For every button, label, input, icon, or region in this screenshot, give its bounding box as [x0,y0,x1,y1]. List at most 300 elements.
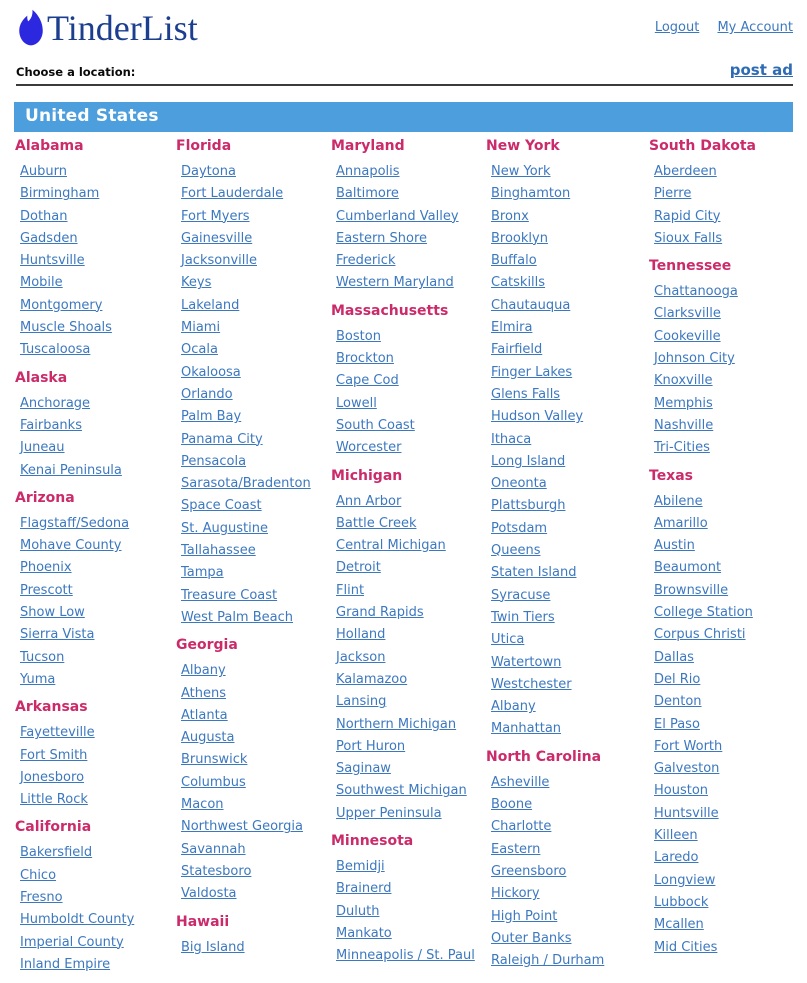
city-list [648,489,789,957]
city-link[interactable]: Amarillo [654,515,708,531]
city-link[interactable]: Lansing [336,694,387,710]
tinderlist-logo[interactable] [16,8,198,48]
city-row [654,204,789,226]
city-link[interactable]: Yuma [20,671,56,687]
city-list [330,489,485,823]
city-row [654,868,789,890]
city-link[interactable]: Macon [181,797,224,813]
city-row [336,667,485,689]
city-link[interactable]: Lakeland [181,297,240,313]
state-group [14,369,175,480]
city-link[interactable]: Nashville [654,417,714,433]
city-row [654,756,789,778]
city-link[interactable]: Augusta [181,730,235,746]
city-link[interactable]: Jonesboro [20,769,85,785]
state-heading: Alaska [15,369,68,386]
city-row [491,672,648,694]
city-link[interactable]: Bemidji [336,859,385,875]
state-heading: Arizona [15,489,75,506]
city-row [654,324,789,346]
city-link[interactable]: Glens Falls [491,386,561,402]
city-link[interactable]: Duluth [336,903,380,919]
city-row [336,756,485,778]
city-row [181,681,330,703]
city-link[interactable]: Finger Lakes [491,364,573,380]
city-link[interactable]: Show Low [20,605,85,621]
city-row [20,578,175,600]
city-link[interactable]: Cookeville [654,328,721,344]
city-link[interactable]: Kenai Peninsula [20,462,122,478]
city-row [654,912,789,934]
city-link[interactable]: Del Rio [654,671,701,687]
city-link[interactable]: Huntsville [654,805,719,821]
city-list [485,770,648,971]
city-link[interactable]: Fort Lauderdale [181,186,284,202]
state-heading: Maryland [331,138,405,154]
city-link[interactable]: Albany [181,663,226,679]
state-heading: Michigan [331,467,403,484]
city-row [336,391,485,413]
city-link[interactable]: Abilene [654,493,703,509]
city-link[interactable]: Savannah [181,841,246,857]
city-row [336,854,485,876]
city-row [20,226,175,248]
city-link[interactable]: Elmira [491,320,533,336]
city-link[interactable]: Ithaca [491,431,532,447]
choose-location-label: Choose a location: [16,65,136,79]
city-row [181,159,330,181]
city-link[interactable]: South Coast [336,417,415,433]
city-link[interactable]: Tri-Cities [654,440,710,456]
city-row [336,346,485,368]
city-link[interactable]: New York [491,164,551,179]
city-link[interactable]: Cumberland Valley [336,208,459,224]
city-row [20,622,175,644]
city-link[interactable]: Port Huron [336,738,406,754]
city-link[interactable]: Frederick [336,253,396,269]
city-link[interactable]: Tallahassee [181,543,256,559]
city-row [654,301,789,323]
city-link[interactable]: Auburn [20,164,67,179]
city-link[interactable]: Catskills [491,275,546,291]
city-row [491,181,648,203]
city-link[interactable]: El Paso [654,716,700,732]
city-row [181,538,330,560]
city-link[interactable]: Keys [181,275,212,291]
city-link[interactable]: Outer Banks [491,930,572,946]
state-heading: California [15,819,92,836]
city-link[interactable]: Mcallen [654,917,704,933]
city-link[interactable]: Long Island [491,453,566,469]
city-link[interactable]: Binghamton [491,186,571,202]
city-link[interactable]: Hickory [491,886,540,902]
state-group [14,818,175,974]
city-row [181,248,330,270]
state-group [330,832,485,965]
city-row [654,346,789,368]
city-link[interactable]: Fairfield [491,342,543,358]
state-group [330,302,485,458]
city-link[interactable]: Jacksonville [181,253,257,269]
city-link[interactable]: Fairbanks [20,417,82,433]
city-link[interactable]: Denton [654,694,702,710]
city-link[interactable]: Minneapolis / St. Paul [336,948,475,964]
city-row [654,645,789,667]
city-row [654,689,789,711]
logout-link[interactable]: Logout [654,20,700,35]
city-row [20,885,175,907]
city-row [181,703,330,725]
city-link[interactable]: Central Michigan [336,538,446,554]
city-row [654,600,789,622]
city-link[interactable]: Twin Tiers [491,609,555,625]
city-link[interactable]: Huntsville [20,253,85,269]
city-link[interactable]: Austin [654,538,695,554]
city-row [181,204,330,226]
city-row [181,658,330,680]
city-link[interactable]: Clarksville [654,306,721,322]
state-heading: Texas [649,467,693,484]
city-link[interactable]: College Station [654,605,753,621]
city-row [491,449,648,471]
city-row [336,801,485,823]
city-link[interactable]: Saginaw [336,761,391,777]
location-column [330,137,485,983]
city-row [654,413,789,435]
city-row [181,605,330,627]
city-row [181,337,330,359]
city-link[interactable]: Mankato [336,925,392,941]
city-row [491,814,648,836]
state-heading: Hawaii [176,913,230,930]
city-link[interactable]: Ocala [181,342,218,358]
city-list [14,840,175,974]
city-row [181,792,330,814]
post-ad-link[interactable]: post ad [729,61,793,79]
city-row [20,270,175,292]
city-link[interactable]: Eastern [491,841,541,857]
city-link[interactable]: Juneau [20,440,65,456]
my-account-link[interactable]: My Account [717,20,793,35]
city-row [336,712,485,734]
city-link[interactable]: Fort Myers [181,208,250,224]
header [0,0,807,86]
city-link[interactable]: Brockton [336,351,394,367]
city-list [14,391,175,480]
city-link[interactable]: Miami [181,320,221,336]
city-link[interactable]: Little Rock [20,792,88,808]
flame-icon [16,9,47,47]
city-link[interactable]: Cape Cod [336,373,399,389]
city-link[interactable]: Buffalo [491,253,537,269]
city-link[interactable]: Knoxville [654,373,713,389]
city-link[interactable]: Gadsden [20,230,78,246]
city-link[interactable]: Detroit [336,560,381,576]
city-link[interactable]: High Point [491,908,558,924]
city-link[interactable]: Sarasota/Bradenton [181,476,311,492]
city-link[interactable]: Oneonta [491,476,547,492]
city-link[interactable]: Statesboro [181,863,252,879]
state-group [175,636,330,903]
city-row [20,159,175,181]
city-link[interactable]: Atlanta [181,707,228,723]
city-link[interactable]: Holland [336,627,386,643]
city-link[interactable]: Tucson [20,649,65,665]
city-row [336,899,485,921]
city-row [654,712,789,734]
city-link[interactable]: West Palm Beach [181,609,293,625]
city-row [654,533,789,555]
city-link[interactable]: Brooklyn [491,230,548,246]
city-list [14,159,175,360]
city-row [20,511,175,533]
city-link[interactable]: Ann Arbor [336,493,402,509]
city-link[interactable]: Baltimore [336,186,399,202]
city-link[interactable]: Flint [336,582,365,598]
city-link[interactable]: Memphis [654,395,713,411]
logo-text: TinderList [47,8,198,48]
city-row [654,622,789,644]
city-link[interactable]: Queens [491,543,541,559]
city-link[interactable]: Prescott [20,582,73,598]
city-link[interactable]: Upper Peninsula [336,805,442,821]
city-link[interactable]: Space Coast [181,498,262,514]
city-link[interactable]: Panama City [181,431,263,447]
city-link[interactable]: Brainerd [336,881,392,897]
city-row [181,859,330,881]
city-link[interactable]: Western Maryland [336,275,454,291]
location-column [175,137,330,983]
state-group [175,137,330,627]
city-row [336,600,485,622]
city-link[interactable]: Fresno [20,890,63,906]
location-row [16,61,793,86]
city-row [491,837,648,859]
city-link[interactable]: Galveston [654,761,720,777]
city-link[interactable]: Killeen [654,828,698,844]
city-link[interactable]: Chautauqua [491,297,571,313]
city-row [491,493,648,515]
city-link[interactable]: Rapid City [654,208,721,224]
city-link[interactable]: Johnson City [654,351,735,367]
city-link[interactable]: Bronx [491,208,529,224]
city-row [20,293,175,315]
city-link[interactable]: Raleigh / Durham [491,953,605,969]
city-link[interactable]: Plattsburgh [491,498,566,514]
city-row [20,765,175,787]
city-row [181,449,330,471]
state-group [175,913,330,957]
city-row [20,435,175,457]
city-link[interactable]: Montgomery [20,297,103,313]
city-link[interactable]: Athens [181,685,227,701]
city-link[interactable]: Kalamazoo [336,671,408,687]
city-list [330,159,485,293]
state-heading: South Dakota [649,138,756,154]
city-row [181,360,330,382]
city-row [20,533,175,555]
city-row [654,578,789,600]
city-link[interactable]: Manhattan [491,721,562,737]
city-row [491,904,648,926]
city-link[interactable]: Phoenix [20,560,72,576]
city-row [491,270,648,292]
city-link[interactable]: Lowell [336,395,377,411]
city-row [20,181,175,203]
city-list [330,324,485,458]
city-row [491,948,648,970]
city-link[interactable]: Dothan [20,208,68,224]
city-link[interactable]: Houston [654,783,709,799]
city-link[interactable]: Aberdeen [654,164,717,179]
city-link[interactable]: Watertown [491,654,562,670]
city-row [491,859,648,881]
city-row [20,952,175,974]
city-link[interactable]: Big Island [181,939,245,955]
city-link[interactable]: Lubbock [654,894,709,910]
city-link[interactable]: Pierre [654,186,692,202]
city-row [181,404,330,426]
city-link[interactable]: Boone [491,797,533,813]
state-heading: Alabama [15,138,84,154]
city-row [654,890,789,912]
city-link[interactable]: Battle Creek [336,515,417,531]
city-list [648,279,789,457]
location-column [14,137,175,983]
city-link[interactable]: Fayetteville [20,725,95,741]
city-link[interactable]: Northwest Georgia [181,819,303,835]
city-row [491,650,648,672]
city-link[interactable]: Humboldt County [20,912,135,928]
city-link[interactable]: Palm Bay [181,409,242,425]
city-link[interactable]: Inland Empire [20,956,111,972]
city-link[interactable]: Daytona [181,164,236,179]
city-link[interactable]: Columbus [181,774,246,790]
city-link[interactable]: Mobile [20,275,63,291]
city-link[interactable]: Beaumont [654,560,722,576]
city-link[interactable]: St. Augustine [181,520,268,536]
city-row [654,823,789,845]
city-link[interactable]: Potsdam [491,520,548,536]
city-link[interactable]: Mid Cities [654,939,718,955]
city-link[interactable]: Flagstaff/Sedona [20,515,130,531]
city-link[interactable]: Chico [20,867,57,883]
city-link[interactable]: Gainesville [181,230,253,246]
city-row [336,204,485,226]
city-row [181,226,330,248]
city-row [20,667,175,689]
city-link[interactable]: Southwest Michigan [336,783,467,799]
city-row [491,583,648,605]
city-link[interactable]: Bakersfield [20,845,93,861]
city-link[interactable]: Okaloosa [181,364,241,380]
city-list [14,720,175,809]
city-link[interactable]: Treasure Coast [181,587,278,603]
city-row [20,600,175,622]
city-row [20,204,175,226]
city-link[interactable]: Grand Rapids [336,605,424,621]
city-row [654,368,789,390]
city-row [654,778,789,800]
city-link[interactable]: Corpus Christi [654,627,746,643]
city-link[interactable]: Orlando [181,386,233,402]
city-row [336,270,485,292]
city-row [491,792,648,814]
city-link[interactable]: Annapolis [336,164,400,179]
city-link[interactable]: Fort Smith [20,747,88,763]
city-row [336,248,485,270]
state-heading: North Carolina [486,748,602,765]
city-link[interactable]: Laredo [654,850,699,866]
city-link[interactable]: Greensboro [491,863,567,879]
city-link[interactable]: Tampa [181,565,224,581]
city-row [20,907,175,929]
city-row [491,516,648,538]
city-row [181,747,330,769]
city-row [491,471,648,493]
top-nav [641,20,793,35]
city-link[interactable]: Westchester [491,676,572,692]
city-link[interactable]: Albany [491,699,536,715]
location-column [485,137,648,983]
city-link[interactable]: Dallas [654,649,694,665]
city-row [491,293,648,315]
city-link[interactable]: Valdosta [181,886,237,902]
city-link[interactable]: Anchorage [20,395,91,411]
state-group [648,257,789,457]
city-link[interactable]: Muscle Shoals [20,320,112,336]
city-row [654,555,789,577]
city-link[interactable]: Syracuse [491,587,551,603]
city-link[interactable]: Asheville [491,774,550,790]
city-link[interactable]: Utica [491,632,525,648]
city-link[interactable]: Sierra Vista [20,627,95,643]
city-row [654,734,789,756]
city-row [491,159,648,181]
city-link[interactable]: Brunswick [181,752,248,768]
city-link[interactable]: Staten Island [491,565,577,581]
city-row [20,787,175,809]
city-link[interactable]: Longview [654,872,716,888]
city-link[interactable]: Worcester [336,440,402,456]
state-heading: Florida [176,138,232,154]
city-link[interactable]: Northern Michigan [336,716,457,732]
city-link[interactable]: Jackson [336,649,386,665]
city-link[interactable]: Charlotte [491,819,552,835]
city-link[interactable]: Hudson Valley [491,409,584,425]
city-row [20,337,175,359]
city-row [336,413,485,435]
city-link[interactable]: Pensacola [181,453,247,469]
city-link[interactable]: Imperial County [20,934,124,950]
city-link[interactable]: Brownsville [654,582,729,598]
city-row [181,837,330,859]
city-row [181,516,330,538]
city-link[interactable]: Sioux Falls [654,230,723,246]
location-column [648,137,789,983]
city-link[interactable]: Eastern Shore [336,230,428,246]
city-link[interactable]: Birmingham [20,186,100,202]
city-link[interactable]: Tuscaloosa [20,342,91,358]
city-link[interactable]: Mohave County [20,538,122,554]
city-row [20,720,175,742]
city-link[interactable]: Chattanooga [654,284,738,300]
city-link[interactable]: Fort Worth [654,738,723,754]
city-link[interactable]: Boston [336,328,381,344]
city-row [654,801,789,823]
city-row [336,489,485,511]
city-row [654,511,789,533]
